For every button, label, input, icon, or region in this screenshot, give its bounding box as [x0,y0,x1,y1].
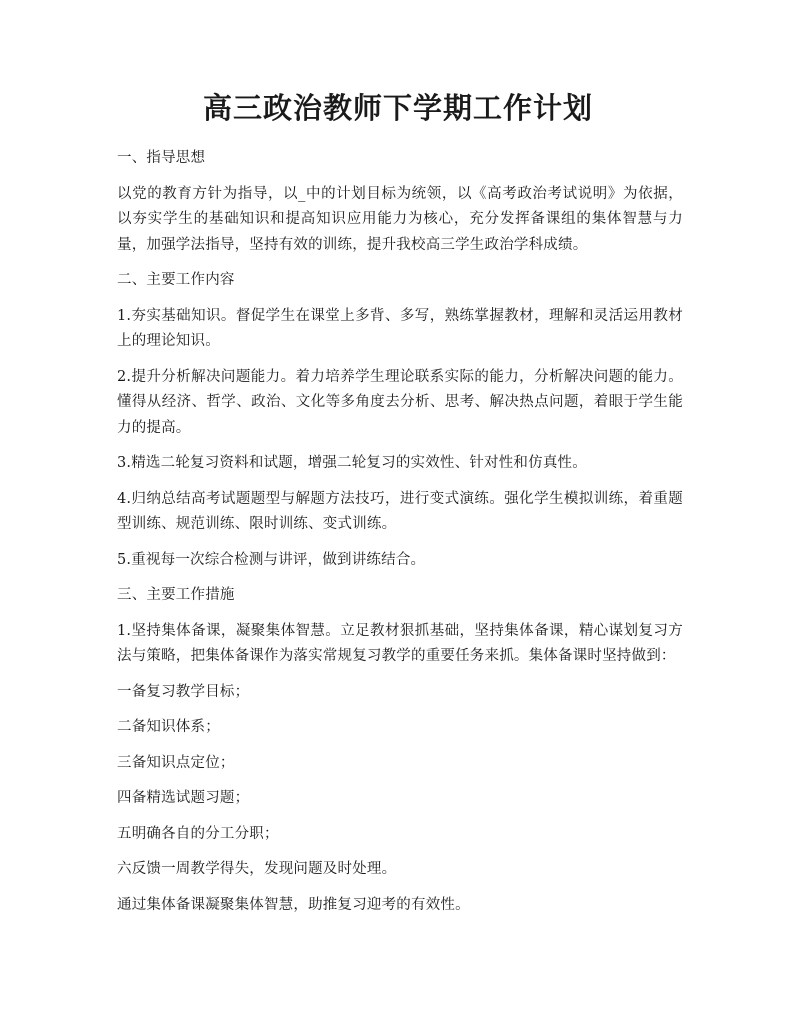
section-heading-measures: 三、主要工作措施 [117,587,235,603]
prep-item-6: 六反馈一周教学得失，发现问题及时处理。 [117,861,397,877]
paragraph-guiding-thought: 以党的教育方针为指导，以_中的计划目标为统领，以《高考政治考试说明》为依据，以夯实学生的基础知识和提高知识应用能力为核心，充分发挥备课组的集体智慧与力量，加强学法指导，坚持有效的训练，提升我校高三学生政治学科成绩。 [117,185,683,253]
section-heading-main-work: 二、主要工作内容 [117,272,235,288]
list-item-work-5: 5.重视每一次综合检测与讲评，做到讲练结合。 [117,551,426,568]
prep-item-4: 四备精选试题习题； [117,790,250,806]
list-item-measure-1: 1.坚持集体备课，凝聚集体智慧。立足教材狠抓基础，坚持集体备课，精心谋划复习方法与策略，把集体备课作为落实常规复习教学的重要任务来抓。集体备课时坚持做到： [117,622,683,664]
document-body [117,146,683,928]
section-heading-guiding-thought: 一、指导思想 [117,150,206,166]
prep-item-1: 一备复习教学目标； [117,683,250,700]
document-title: 高三政治教师下学期工作计划 [202,91,593,125]
prep-item-3: 三备知识点定位； [117,754,235,771]
prep-item-5: 五明确各自的分工分职； [117,825,279,842]
list-item-work-1: 1.夯实基础知识。督促学生在课堂上多背、多写，熟练掌握教材，理解和灵活运用教材上的理论知识。 [117,307,683,349]
prep-item-2: 二备知识体系； [117,719,220,735]
closing-paragraph: 通过集体备课凝聚集体智慧，助推复习迎考的有效性。 [117,896,470,913]
list-item-work-2: 2.提升分析解决问题能力。着力培养学生理论联系实际的能力，分析解决问题的能力。懂得从经济、哲学、政治、文化等多角度去分析、思考、解决热点问题，着眼于学生能力的提高。 [117,368,683,436]
list-item-work-3: 3.精选二轮复习资料和试题，增强二轮复习的实效性、针对性和仿真性。 [117,455,587,471]
list-item-work-4: 4.归纳总结高考试题题型与解题方法技巧，进行变式演练。强化学生模拟训练，着重题型训练、规范训练、限时训练、变式训练。 [117,490,683,532]
